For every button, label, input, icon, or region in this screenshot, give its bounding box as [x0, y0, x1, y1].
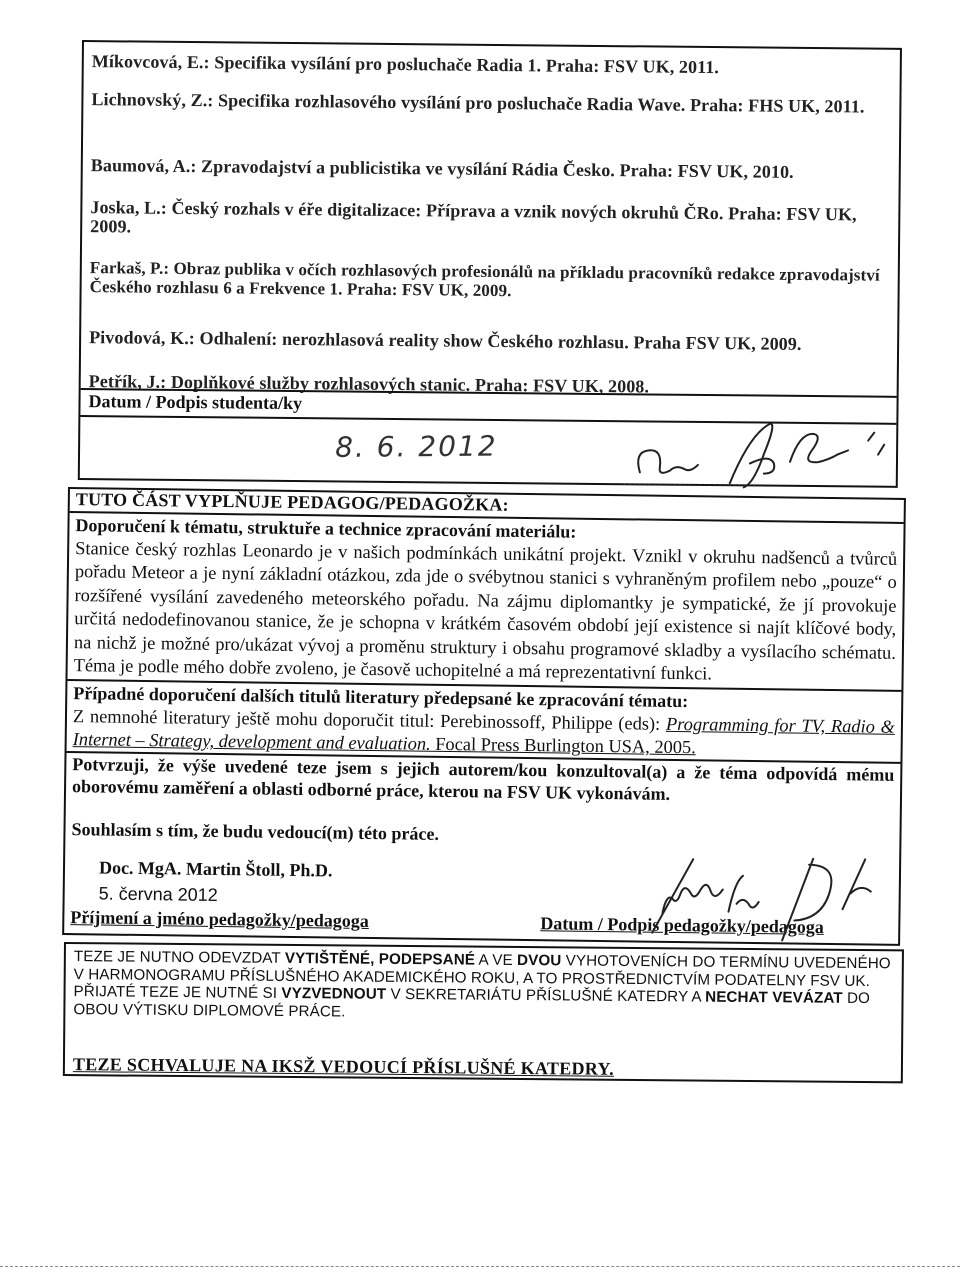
notice-part: DO OBOU VÝTISKU DIPLOMOVÉ PRÁCE.: [73, 989, 871, 1021]
notice-emphasis: NECHAT VEVÁZAT: [705, 988, 843, 1007]
literature-book-title: Programming for TV, Radio & Internet – Strategy, development and evaluation.: [72, 713, 896, 755]
recommendation-text: Stanice český rozhlas Leonardo je v našich podmínkách unikátní projekt. Vznikl v okruhu nadšenců a tvůrců pořadu Meteor a je nyní základní otázkou, zda jde o svébytnou stanici s vyhraněným profilem nebo „pouze“ o rozšířené vysílání zavedeného meteorského pořadu. Na zájmu diplomantky je sympatické, že jí provokuje určitá nedodefinovanou stanice, že je schopna v krátkém časovém období její existence si najít klíčové body, na nichž je možné pro/ukázat vývoj a proměnu struktury i obsahu programové skladby a vysílacího schématu. Téma je podle mého dobře zvoleno, je časově uchopitelné a má reprezentativní funkci.: [73, 538, 898, 684]
student-sign-label: Datum / Podpis studenta/ky: [88, 391, 303, 414]
reference-item: Lichnovský, Z.: Specifika rozhlasového vysílání pro posluchače Radia Wave. Praha: FHS UK, 2011.: [91, 89, 865, 117]
handwritten-date: 8. 6. 2012: [334, 429, 498, 464]
reference-item: Míkovcová, E.: Specifika vysílání pro posluchače Radia 1. Praha: FSV UK, 2011.: [91, 51, 720, 78]
notice-emphasis: VYZVEDNOUT: [281, 985, 387, 1004]
notice-text: [73, 948, 894, 1026]
supervisor-section-title: TUTO ČÁST VYPLŇUJE PEDAGOG/PEDAGOŽKA:: [75, 489, 509, 515]
notice-part: TEZE JE NUTNO ODEVZDAT: [73, 948, 285, 967]
supervisor-sign-label-text: Datum / Podpis pedagožky/pedagoga: [540, 913, 824, 937]
notice-emphasis: DVOU: [516, 951, 562, 970]
notice-part: A VE: [475, 951, 518, 969]
scan-edge-line: [0, 1266, 960, 1267]
notice-box: [63, 942, 904, 1083]
reference-item: Joska, L.: Český rozhals v éře digitalizace: Příprava a vznik nových okruhů ČRo. Praha: FSV UK, 2009.: [90, 197, 857, 237]
reference-item: Baumová, A.: Zpravodajství a publicistika ve vysílání Rádia Česko. Praha: FSV UK, 2010.: [90, 155, 794, 182]
agreement-text: Souhlasím s tím, že budu vedoucí(m) této práce.: [71, 819, 440, 844]
confirmation-text: Potvrzuji, že výše uvedené teze jsem s jejich autorem/kou konzultoval(a) a že téma odpovídá mému oborovému zaměření a oblasti odborné práce, kterou na FSV UK vykonávám.: [71, 754, 895, 804]
reference-item: Pivodová, K.: Odhalení: nerozhlasová reality show Českého rozhlasu. Praha FSV UK, 2009.: [89, 327, 802, 354]
reference-item: Petřík, J.: Doplňkové služby rozhlasových stanic. Praha: FSV UK, 2008.: [88, 371, 650, 397]
supervisor-name: Doc. MgA. Martin Štoll, Ph.D.: [98, 857, 333, 881]
supervisor-box: [62, 487, 906, 946]
notice-part: VYHOTOVENÍCH DO TERMÍNU UVEDENÉHO V HARMONOGRAMU PŘÍSLUŠNÉHO AKADEMICKÉHO ROKU, A TO PROSTŘEDNICTVÍM PODATELNY FSV UK. PŘIJATÉ TEZE JE NUTNÉ SI: [73, 952, 891, 1003]
notice-part: V SEKRETARIÁTU PŘÍSLUŠNÉ KATEDRY A: [386, 986, 706, 1006]
supervisor-signature-image: [632, 852, 893, 945]
notice-emphasis: VYTIŠTĚNÉ, PODEPSANÉ: [284, 949, 476, 969]
reference-item: Farkaš, P.: Obraz publika v očích rozhlasových profesionálů na příkladu pracovníků redakce zpravodajství Českého rozhlasu 6 a Frekvence 1. Praha: FSV UK, 2009.: [89, 258, 880, 301]
approval-line: TEZE SCHVALUJE NA IKSŽ VEDOUCÍ PŘÍSLUŠNÉ KATEDRY.: [72, 1054, 615, 1079]
literature-heading: Případné doporučení dalších titulů literatury předepsané ke zpracování tématu:: [73, 683, 689, 712]
references-box: [78, 40, 902, 488]
supervisor-date: 5. června 2012: [98, 883, 218, 905]
literature-publisher: Focal Press Burlington USA, 2005.: [430, 734, 696, 758]
supervisor-name-label: Příjmení a jméno pedagožky/pedagoga: [70, 907, 369, 931]
recommendation-heading: Doporučení k tématu, struktuře a technice zpracování materiálu:: [75, 515, 577, 542]
literature-intro: Z nemnohé literatury ještě mohu doporučit titul: Perebinossoff, Philippe (eds):: [72, 706, 667, 734]
student-signature-image: [620, 412, 891, 495]
